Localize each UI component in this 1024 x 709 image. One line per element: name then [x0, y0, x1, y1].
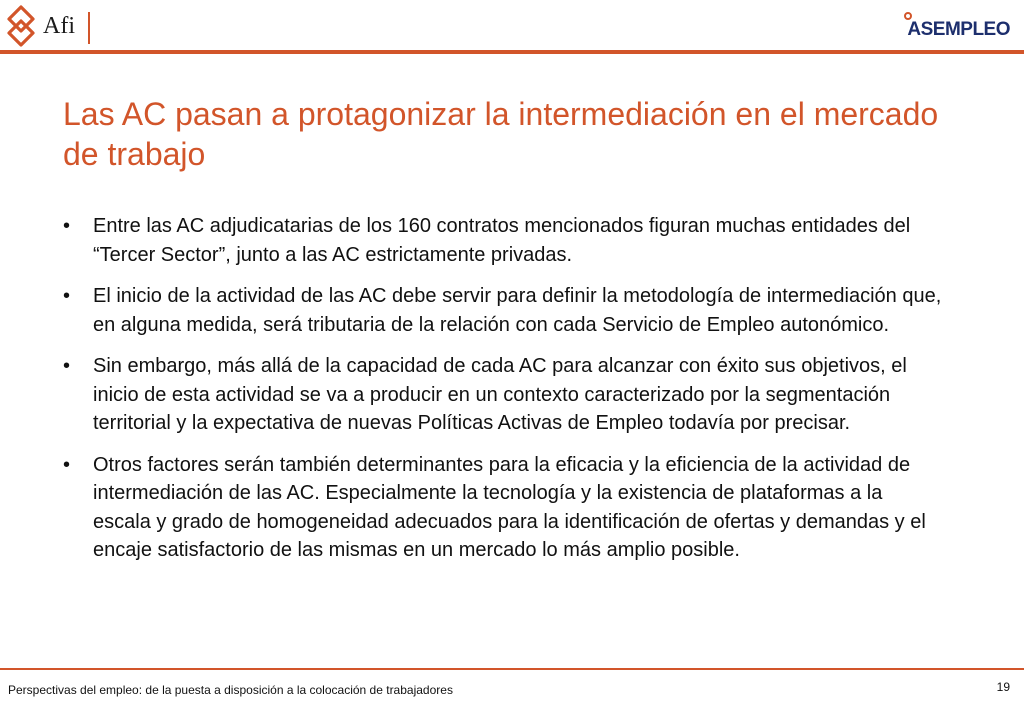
bullet-item [63, 212, 943, 269]
slide-title: Las AC pasan a protagonizar la intermediación en el mercado de trabajo [63, 96, 939, 172]
afi-logo-text: Afi [43, 13, 75, 39]
bullet-marker: • [63, 355, 71, 377]
bullet-text: Entre las AC adjudicatarias de los 160 contratos mencionados figuran muchas entidades del “Tercer Sector”, junto a las AC estrictamente privadas. [93, 215, 911, 266]
asempleo-logo-text: ASEMPLEO [907, 19, 1010, 40]
slide-header [0, 0, 1024, 50]
page-number: 19 [996, 680, 1010, 694]
afi-diamond-icon [4, 4, 38, 48]
bullet-marker: • [63, 215, 71, 237]
bullet-item [63, 352, 943, 438]
bullet-marker: • [63, 453, 71, 476]
bullet-marker: • [63, 285, 71, 307]
footer-text: Perspectivas del empleo: de la puesta a disposición a la colocación de trabajadores [8, 683, 453, 697]
afi-logo-divider [88, 12, 90, 44]
bullet-list [63, 212, 943, 578]
footer-divider [0, 668, 1024, 670]
bullet-text: El inicio de la actividad de las AC debe servir para definir la metodología de intermediación que, en alguna medida, será tributaria de la relación con cada Servicio de Empleo autonómico. [93, 285, 942, 336]
bullet-item [63, 282, 943, 339]
bullet-text: Otros factores serán también determinantes para la eficacia y la eficiencia de la actividad de intermediación de las AC. Especialmente la tecnología y la existencia de plataformas a la escala y grado de homogeneidad adecuados para la identificación de ofertas y demandas y el encaje satisfactorio de las mismas en un mercado lo más amplio posible. [93, 453, 926, 561]
bullet-text: Sin embargo, más allá de la capacidad de cada AC para alcanzar con éxito sus objetivos, el inicio de esta actividad se va a producir en un contexto caracterizado por la segmentación territorial y la expectativa de nuevas Políticas Activas de Empleo todavía por precisar. [93, 355, 907, 434]
bullet-item [63, 451, 943, 565]
asempleo-logo [900, 12, 1010, 42]
afi-logo [4, 4, 96, 48]
header-divider [0, 50, 1024, 54]
